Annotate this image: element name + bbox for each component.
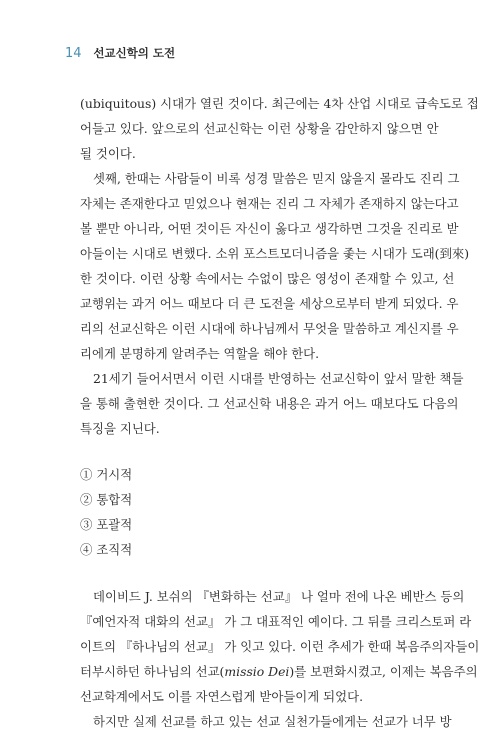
body-line: 선교학계에서도 이를 자연스럽게 받아들이게 되었다.	[80, 689, 364, 704]
body-line: 볼 뿐만 아니라, 어떤 것이든 자신이 옳다고 생각하면 그것을 진리로 받	[80, 221, 459, 236]
body-line: 리의 선교신학은 이런 시대에 하나님께서 무엇을 말씀하고 계신지를 우	[80, 321, 459, 336]
body-line: 한 것이다. 이런 상황 속에서는 수없이 많은 영성이 존재할 수 있고, 선	[80, 271, 455, 286]
body-line: (ubiquitous) 시대가 열린 것이다. 최근에는 4차 산업 시대로 급속도로 접	[80, 96, 479, 111]
running-head	[65, 45, 175, 61]
list-item: ① 거시적	[80, 467, 133, 482]
list-item: ② 통합적	[80, 492, 133, 507]
body-line: 교행위는 과거 어느 때보다 더 큰 도전을 세상으로부터 받게 되었다. 우	[80, 296, 459, 311]
body-line: 어들고 있다. 앞으로의 선교신학는 이런 상황을 감안하지 않으면 안	[80, 121, 439, 136]
list-item: ④ 조직적	[80, 542, 133, 557]
list-item: ③ 포괄적	[80, 517, 133, 532]
body-line: 리에게 분명하게 알려주는 역할을 해야 한다.	[80, 346, 320, 361]
body-line: 아들이는 시대로 변했다. 소위 포스트모더니즘을 좇는 시대가 도래(到來)	[80, 246, 470, 261]
body-line: 셋째, 한때는 사람들이 비록 성경 말씀은 믿지 않을지 몰라도 진리 그	[93, 171, 460, 186]
body-line: 터부시하던 하나님의 선교(missio Dei)를 보편화시켰고, 이제는 복음주의	[80, 664, 478, 679]
body-line: 하지만 실제 선교를 하고 있는 선교 실천가들에게는 선교가 너무 방	[93, 714, 452, 729]
body-line: 특징을 지닌다.	[80, 421, 160, 436]
body-line: 데이비드 J. 보쉬의 『변화하는 선교』 나 얼마 전에 나온 베반스 등의	[93, 589, 465, 604]
body-line: 자체는 존재한다고 믿었으나 현재는 진리 그 자체가 존재하지 않는다고	[80, 196, 459, 211]
latin-term: missio Dei	[224, 664, 290, 679]
body-line: 『예언자적 대화의 선교』 가 그 대표적인 예이다. 그 뒤를 크리스토퍼 라	[80, 614, 472, 629]
body-line: 될 것이다.	[80, 146, 136, 161]
chapter-title: 선교신학의 도전	[93, 46, 176, 60]
body-line: 이트의 『하나님의 선교』 가 잇고 있다. 이런 추세가 한때 복음주의자들이	[80, 639, 480, 654]
page-number: 14	[65, 46, 82, 61]
body-line: 21세기 들어서면서 이런 시대를 반영하는 선교신학이 앞서 말한 책들	[93, 371, 464, 386]
body-line: 을 통해 출현한 것이다. 그 선교신학 내용은 과거 어느 때보다도 다음의	[80, 396, 459, 411]
